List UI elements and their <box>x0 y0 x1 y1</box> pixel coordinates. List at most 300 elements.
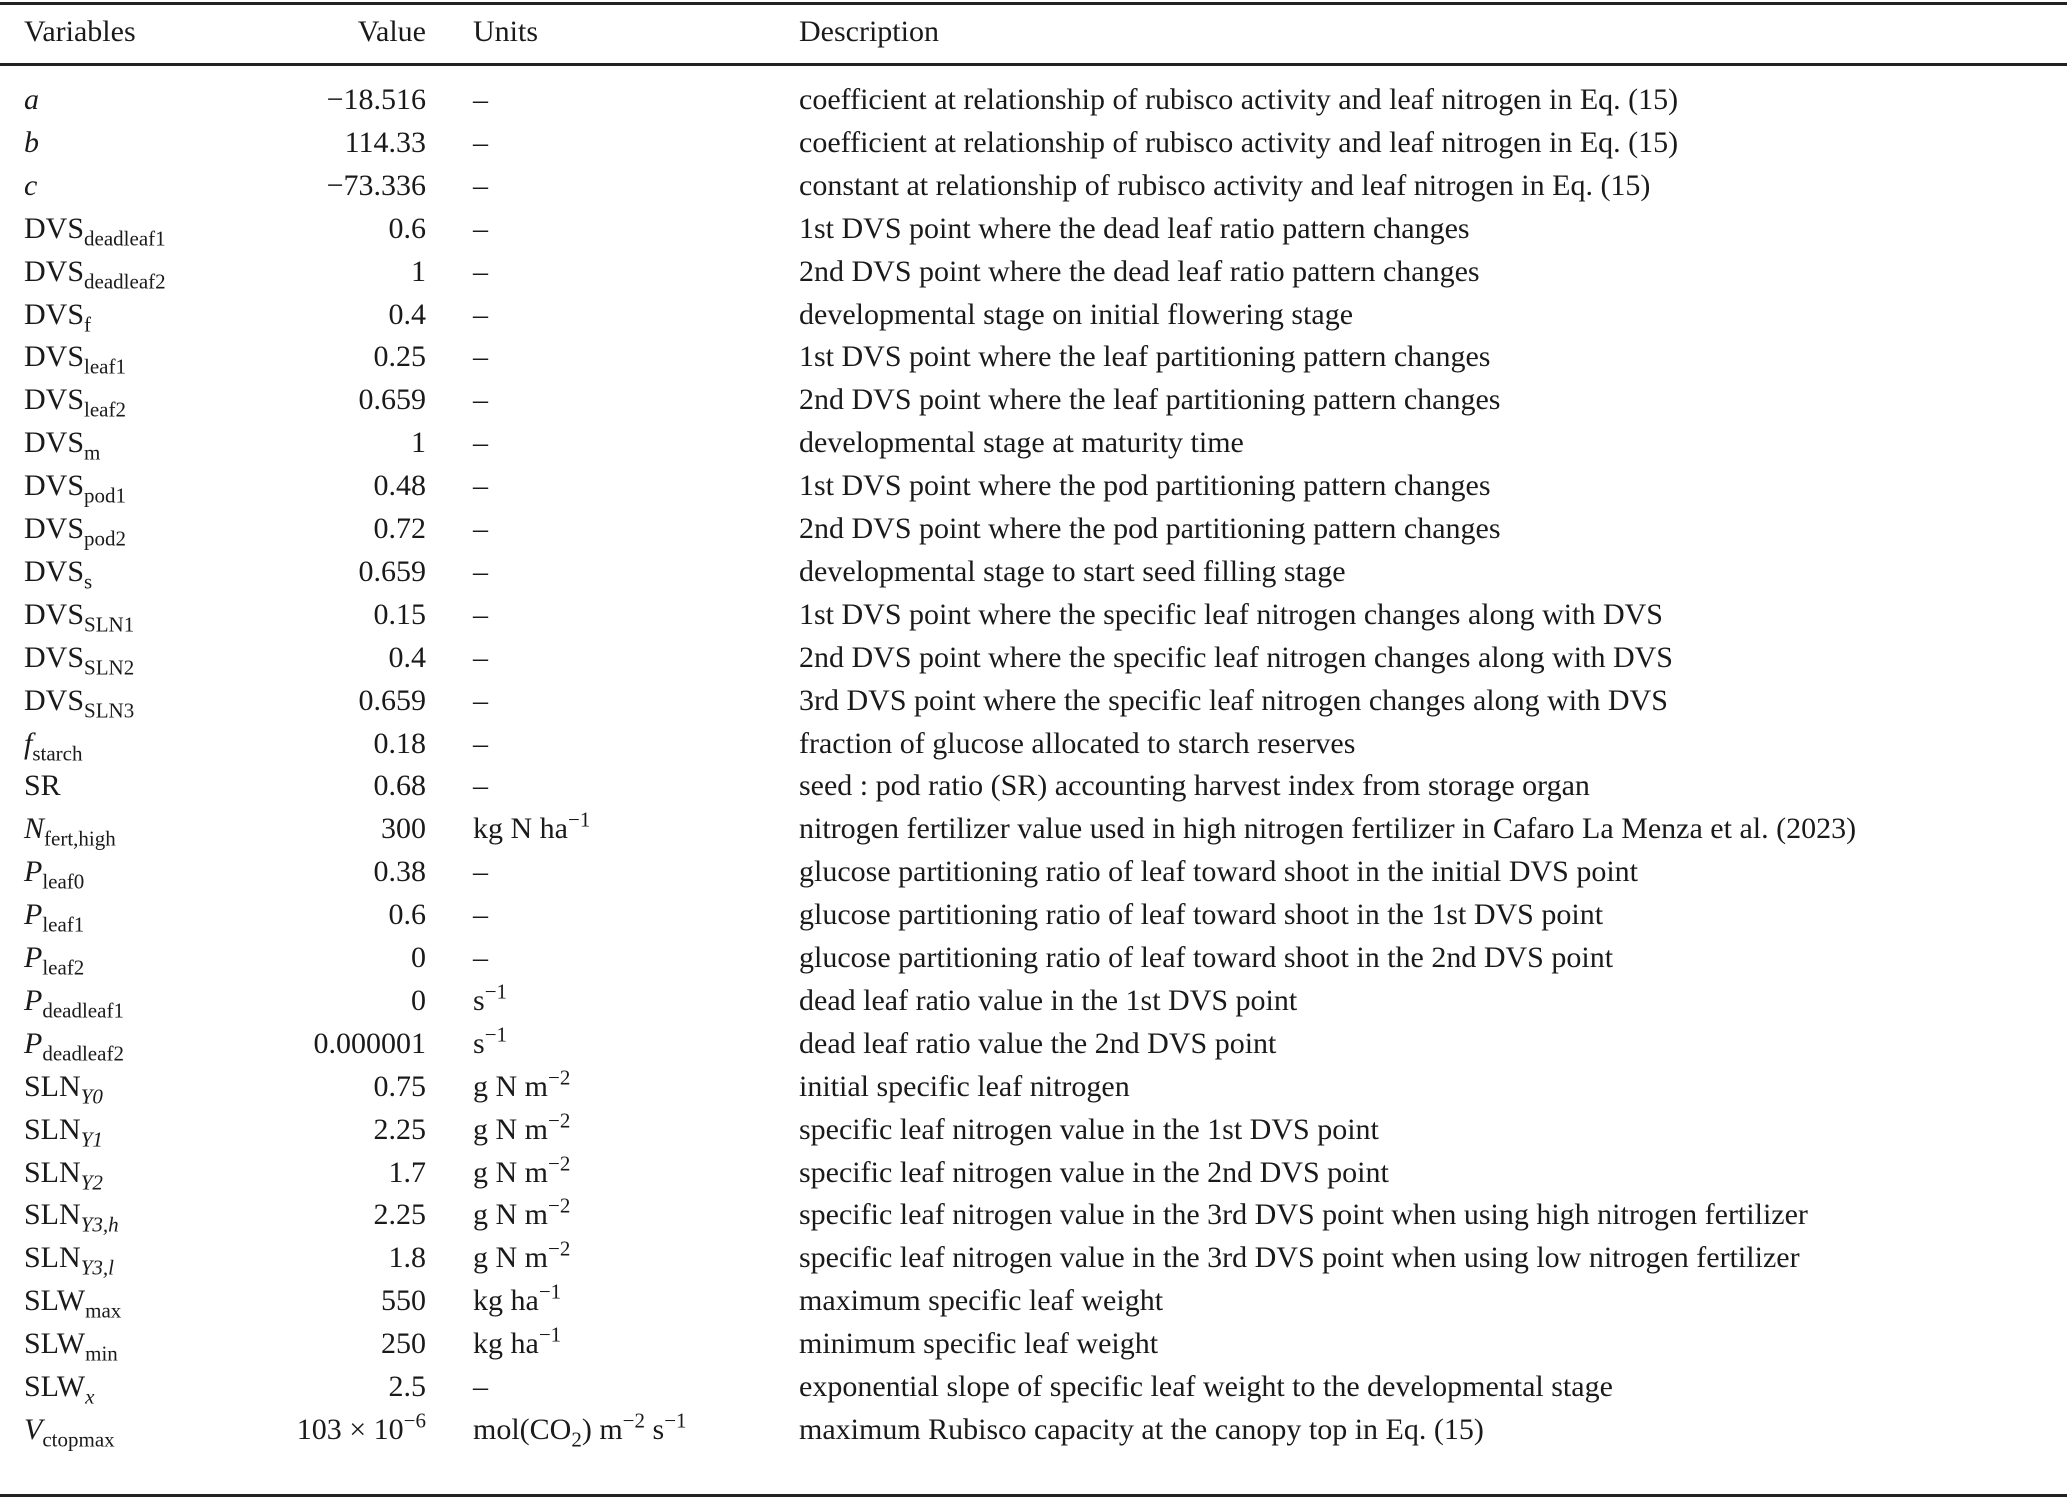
table-bottom-rule <box>0 1494 2067 1497</box>
symbol-subscript: max <box>85 1298 122 1323</box>
variable-symbol <box>24 335 126 378</box>
unit-exponent: −2 <box>548 1236 571 1261</box>
unit-text: – <box>473 769 488 803</box>
unit-exponent: −1 <box>484 1022 508 1047</box>
table-row <box>0 807 2067 850</box>
symbol-base: DVS <box>24 340 85 374</box>
symbol-subscript: x <box>85 1384 95 1409</box>
symbol-subscript: Y3,l <box>80 1255 114 1280</box>
symbol-subscript: ctopmax <box>42 1427 115 1452</box>
header-description: Description <box>799 15 939 48</box>
value-text: 0.25 <box>373 340 426 374</box>
table-row <box>0 764 2067 807</box>
symbol-subscript: starch <box>32 740 83 765</box>
value-cell <box>381 807 426 850</box>
symbol-subscript: Y2 <box>80 1169 103 1194</box>
units-cell <box>473 1151 570 1194</box>
variable-symbol <box>24 121 39 164</box>
symbol-base: P <box>24 941 43 974</box>
units-cell <box>473 936 488 979</box>
table-row <box>0 550 2067 593</box>
table-row <box>0 1236 2067 1279</box>
variable-symbol <box>24 250 166 293</box>
description-cell: 2nd DVS point where the specific leaf nitrogen changes along with DVS <box>799 640 1673 674</box>
value-text: 0.4 <box>388 297 426 331</box>
value-cell <box>359 378 427 421</box>
value-cell <box>374 464 427 507</box>
value-text: 0.659 <box>358 383 426 417</box>
value-cell <box>359 679 427 722</box>
description-cell: 1st DVS point where the specific leaf nitrogen changes along with DVS <box>799 597 1663 631</box>
symbol-base: P <box>24 983 43 1017</box>
value-text: 1.7 <box>388 1155 426 1189</box>
header-rule <box>0 63 2067 66</box>
table-row <box>0 378 2067 421</box>
units-cell <box>473 164 488 207</box>
value-text: 0 <box>411 983 426 1017</box>
value-text: 1 <box>411 254 426 288</box>
value-cell <box>327 164 426 207</box>
variable-symbol <box>24 636 134 679</box>
units-cell <box>473 293 488 336</box>
header-units: Units <box>473 15 539 48</box>
table-row <box>0 121 2067 164</box>
units-cell <box>473 1322 561 1365</box>
value-cell <box>374 722 427 765</box>
units-cell <box>473 1022 507 1065</box>
description-cell: 1st DVS point where the pod partitioning pattern changes <box>799 469 1491 503</box>
description-cell: initial specific leaf nitrogen <box>799 1069 1130 1103</box>
value-cell <box>389 636 427 679</box>
table-row <box>0 1022 2067 1065</box>
description-cell: coefficient at relationship of rubisco activity and leaf nitrogen in Eq. (15) <box>799 83 1679 116</box>
symbol-base: SLN <box>24 1112 81 1146</box>
value-text: 1 <box>411 426 426 460</box>
table-row <box>0 335 2067 378</box>
units-cell <box>473 507 488 550</box>
table-row <box>0 679 2067 722</box>
symbol-subscript: leaf2 <box>84 397 126 422</box>
units-cell <box>473 550 488 593</box>
unit-text: – <box>473 941 488 974</box>
units-cell <box>473 1279 561 1322</box>
table-row <box>0 722 2067 765</box>
units-cell <box>473 1193 570 1236</box>
symbol-base: N <box>24 812 45 846</box>
table-row <box>0 293 2067 336</box>
units-cell <box>473 250 488 293</box>
symbol-base: DVS <box>24 512 85 545</box>
units-cell <box>473 722 488 765</box>
description-cell: 2nd DVS point where the dead leaf ratio pattern changes <box>799 254 1480 288</box>
value-text: 2.5 <box>388 1370 426 1403</box>
unit-exponent: −1 <box>567 807 591 832</box>
value-text: 0.15 <box>373 597 426 631</box>
symbol-base: SLW <box>24 1370 86 1403</box>
value-cell <box>374 507 427 550</box>
units-cell <box>473 764 488 807</box>
value-text: 114.33 <box>344 125 426 159</box>
symbol-base: SLN <box>24 1198 81 1232</box>
description-cell: dead leaf ratio value the 2nd DVS point <box>799 1026 1277 1060</box>
symbol-base: DVS <box>24 383 85 417</box>
units-cell <box>473 893 488 936</box>
value-text: 0 <box>411 941 426 974</box>
units-cell <box>473 207 488 250</box>
table-row <box>0 164 2067 207</box>
unit-text: – <box>473 383 488 417</box>
symbol-subscript: leaf2 <box>42 955 85 980</box>
unit-text: g N m <box>473 1155 548 1189</box>
value-cell <box>297 1408 426 1451</box>
variable-symbol <box>24 593 134 636</box>
description-cell: fraction of glucose allocated to starch reserves <box>799 726 1356 760</box>
symbol-base: b <box>24 125 39 159</box>
table-row <box>0 979 2067 1022</box>
value-cell <box>411 250 426 293</box>
variable-symbol <box>24 1279 121 1322</box>
value-cell <box>389 1151 427 1194</box>
value-text: 0.4 <box>388 640 426 674</box>
unit-text: – <box>473 726 488 760</box>
table-row <box>0 1322 2067 1365</box>
table-row <box>0 250 2067 293</box>
unit-text: ) m <box>581 1412 623 1446</box>
units-cell <box>473 679 488 722</box>
unit-exponent: −1 <box>484 979 508 1004</box>
variable-symbol <box>24 507 126 550</box>
units-cell <box>473 1408 687 1451</box>
unit-text: – <box>473 340 488 374</box>
unit-exponent: −1 <box>538 1279 562 1304</box>
symbol-subscript: SLN3 <box>84 697 135 722</box>
symbol-base: DVS <box>24 640 85 674</box>
description-cell: 3rd DVS point where the specific leaf nitrogen changes along with DVS <box>799 683 1668 717</box>
units-cell <box>473 1108 570 1151</box>
units-cell <box>473 378 488 421</box>
unit-exponent: −2 <box>548 1150 571 1175</box>
unit-text: g N m <box>473 1069 548 1103</box>
variable-symbol <box>24 1108 103 1151</box>
variable-symbol <box>24 936 84 979</box>
symbol-subscript: deadleaf1 <box>42 998 124 1023</box>
symbol-base: DVS <box>24 426 85 460</box>
value-text: 0.6 <box>388 211 426 245</box>
value-cell <box>411 421 426 464</box>
units-cell <box>473 335 488 378</box>
symbol-base: V <box>24 1412 43 1446</box>
unit-text: – <box>473 512 488 545</box>
description-cell: seed : pod ratio (SR) accounting harvest index from storage organ <box>799 769 1590 803</box>
value-text: 250 <box>381 1327 426 1361</box>
symbol-subscript: f <box>84 311 92 336</box>
value-text: 0.659 <box>358 683 426 717</box>
variable-symbol <box>24 464 126 507</box>
unit-text: s <box>473 1026 485 1060</box>
unit-text: – <box>473 1370 488 1403</box>
table-row <box>0 1065 2067 1108</box>
unit-text: g N m <box>473 1241 548 1275</box>
table-top-rule <box>0 2 2067 5</box>
variable-symbol <box>24 550 92 593</box>
unit-exponent: −2 <box>548 1065 571 1090</box>
symbol-subscript: deadleaf2 <box>42 1041 124 1066</box>
variable-symbol <box>24 1193 119 1236</box>
value-text: 0.6 <box>388 898 426 932</box>
units-cell <box>473 636 488 679</box>
variable-symbol <box>24 1065 103 1108</box>
header-variables: Variables <box>24 15 136 48</box>
unit-exponent: −2 <box>548 1108 571 1133</box>
unit-text: s <box>473 983 485 1017</box>
unit-text: kg N ha <box>473 812 568 846</box>
symbol-base: P <box>24 855 43 889</box>
symbol-subscript: SLN2 <box>84 655 135 680</box>
description-cell: specific leaf nitrogen value in the 3rd DVS point when using low nitrogen fertilizer <box>799 1241 1800 1275</box>
symbol-subscript: leaf0 <box>42 869 85 894</box>
symbol-base: P <box>24 898 43 932</box>
value-cell <box>389 1365 427 1408</box>
description-cell: dead leaf ratio value in the 1st DVS point <box>799 983 1298 1017</box>
value-cell <box>374 1193 427 1236</box>
symbol-base: DVS <box>24 211 85 245</box>
symbol-base: DVS <box>24 469 85 503</box>
value-exponent: −6 <box>403 1408 426 1433</box>
unit-text: g N m <box>473 1112 548 1146</box>
unit-text: g N m <box>473 1198 548 1232</box>
variable-symbol <box>24 807 116 850</box>
symbol-base: SLW <box>24 1284 86 1318</box>
value-cell <box>411 979 426 1022</box>
value-cell <box>389 1236 427 1279</box>
table-row <box>0 1108 2067 1151</box>
description-cell: coefficient at relationship of rubisco activity and leaf nitrogen in Eq. (15) <box>799 125 1679 159</box>
value-text: 300 <box>381 812 426 846</box>
units-cell <box>473 421 488 464</box>
symbol-base: a <box>24 83 39 116</box>
value-text: 1.8 <box>388 1241 426 1275</box>
variable-symbol <box>24 1408 115 1451</box>
value-cell <box>381 1279 426 1322</box>
variable-symbol <box>24 1236 114 1279</box>
description-cell: nitrogen fertilizer value used in high nitrogen fertilizer in Cafaro La Menza et al. (2023) <box>799 812 1857 846</box>
symbol-subscript: deadleaf2 <box>84 268 166 293</box>
unit-subscript: 2 <box>571 1427 582 1452</box>
value-cell <box>374 1065 427 1108</box>
units-cell <box>473 1236 570 1279</box>
unit-text: – <box>473 297 488 331</box>
units-cell <box>473 1065 570 1108</box>
table-row <box>0 593 2067 636</box>
value-cell <box>389 893 427 936</box>
value-text: 2.25 <box>373 1198 426 1232</box>
value-text: 2.25 <box>373 1112 426 1146</box>
variable-symbol <box>24 764 61 807</box>
description-cell: glucose partitioning ratio of leaf toward shoot in the initial DVS point <box>799 855 1639 889</box>
unit-text: kg ha <box>473 1284 539 1318</box>
table-row <box>0 1365 2067 1408</box>
value-cell <box>374 764 427 807</box>
table-row <box>0 936 2067 979</box>
symbol-base: SLN <box>24 1069 81 1103</box>
unit-text: – <box>473 168 488 202</box>
description-cell: specific leaf nitrogen value in the 3rd DVS point when using high nitrogen fertilizer <box>799 1198 1808 1232</box>
units-cell <box>473 121 488 164</box>
description-cell: minimum specific leaf weight <box>799 1327 1159 1361</box>
symbol-subscript: leaf1 <box>84 354 126 379</box>
variable-symbol <box>24 378 126 421</box>
unit-text: kg ha <box>473 1327 539 1361</box>
symbol-subscript: pod1 <box>84 483 127 508</box>
value-cell <box>374 335 427 378</box>
unit-text: mol(CO <box>473 1412 572 1446</box>
description-cell: 1st DVS point where the leaf partitioning pattern changes <box>799 340 1491 374</box>
description-cell: specific leaf nitrogen value in the 1st DVS point <box>799 1112 1379 1146</box>
description-cell: maximum specific leaf weight <box>799 1284 1164 1318</box>
unit-text: – <box>473 426 488 460</box>
value-text: 0.68 <box>373 769 426 803</box>
description-cell: specific leaf nitrogen value in the 2nd DVS point <box>799 1155 1389 1189</box>
value-text: −73.336 <box>326 168 426 202</box>
value-text: 550 <box>381 1284 426 1318</box>
value-text: 0.18 <box>373 726 426 760</box>
symbol-base: DVS <box>24 597 85 631</box>
symbol-base: DVS <box>24 254 85 288</box>
table-row <box>0 893 2067 936</box>
description-cell: glucose partitioning ratio of leaf toward shoot in the 1st DVS point <box>799 898 1604 932</box>
unit-text: – <box>473 469 488 503</box>
value-text: 0.659 <box>358 554 426 588</box>
unit-text: – <box>473 211 488 245</box>
unit-text: – <box>473 898 488 932</box>
variable-symbol <box>24 979 124 1022</box>
value-cell <box>411 936 426 979</box>
description-cell: 2nd DVS point where the pod partitioning pattern changes <box>799 512 1501 545</box>
value-cell <box>374 593 427 636</box>
table-row <box>0 636 2067 679</box>
units-cell <box>473 593 488 636</box>
unit-exponent: −1 <box>538 1322 562 1347</box>
symbol-subscript: Y1 <box>80 1126 103 1151</box>
symbol-subscript: Y3,h <box>80 1212 119 1237</box>
value-text: 0.38 <box>373 855 426 889</box>
units-cell <box>473 1365 488 1408</box>
unit-exponent: −2 <box>548 1193 571 1218</box>
units-cell <box>473 464 488 507</box>
variable-symbol <box>24 421 100 464</box>
symbol-base: SLW <box>24 1327 86 1361</box>
variable-symbol <box>24 1365 94 1408</box>
unit-text: – <box>473 683 488 717</box>
symbol-base: DVS <box>24 554 85 588</box>
table-row <box>0 850 2067 893</box>
description-cell: 1st DVS point where the dead leaf ratio pattern changes <box>799 211 1470 245</box>
table-row <box>0 507 2067 550</box>
variable-symbol <box>24 893 84 936</box>
units-cell <box>473 78 488 121</box>
description-cell: 2nd DVS point where the leaf partitioning pattern changes <box>799 383 1501 417</box>
description-cell: exponential slope of specific leaf weight to the developmental stage <box>799 1370 1613 1403</box>
value-text: 103 × 10 <box>296 1412 404 1446</box>
variable-symbol <box>24 207 166 250</box>
table-row <box>0 207 2067 250</box>
variable-symbol <box>24 722 83 765</box>
symbol-subscript: min <box>85 1341 118 1366</box>
value-cell <box>359 550 427 593</box>
symbol-base: SR <box>24 769 61 803</box>
table-row <box>0 1151 2067 1194</box>
unit-text: s <box>645 1412 665 1446</box>
value-text: 0.72 <box>373 512 426 545</box>
symbol-subscript: SLN1 <box>84 612 135 637</box>
value-cell <box>381 1322 426 1365</box>
description-cell: maximum Rubisco capacity at the canopy top in Eq. (15) <box>799 1412 1484 1446</box>
variable-symbol <box>24 850 84 893</box>
value-cell <box>389 207 427 250</box>
unit-exponent: −1 <box>664 1408 687 1433</box>
value-cell <box>389 293 427 336</box>
unit-text: – <box>473 254 488 288</box>
variable-symbol <box>24 1322 118 1365</box>
symbol-subscript: deadleaf1 <box>84 226 166 251</box>
unit-text: – <box>473 597 488 631</box>
units-cell <box>473 979 507 1022</box>
value-cell <box>345 121 426 164</box>
symbol-base: SLN <box>24 1241 81 1275</box>
unit-exponent: −2 <box>622 1408 646 1433</box>
value-text: 0.000001 <box>313 1026 426 1060</box>
symbol-subscript: m <box>84 440 101 465</box>
symbol-base: SLN <box>24 1155 81 1189</box>
variable-symbol <box>24 1022 124 1065</box>
symbol-base: DVS <box>24 683 85 717</box>
unit-text: – <box>473 640 488 674</box>
unit-text: – <box>473 125 488 159</box>
value-text: −18.516 <box>326 83 426 116</box>
symbol-subscript: leaf1 <box>42 912 85 937</box>
unit-text: – <box>473 855 488 889</box>
value-cell <box>327 78 426 121</box>
value-cell <box>314 1022 427 1065</box>
value-cell <box>374 1108 427 1151</box>
symbol-subscript: fert,high <box>44 826 116 851</box>
description-cell: developmental stage at maturity time <box>799 426 1244 460</box>
symbol-base: P <box>24 1026 43 1060</box>
variable-symbol <box>24 1151 103 1194</box>
symbol-subscript: pod2 <box>84 526 127 551</box>
unit-text: – <box>473 83 488 116</box>
value-cell <box>374 850 427 893</box>
description-cell: developmental stage on initial flowering stage <box>799 297 1354 331</box>
symbol-base: c <box>24 168 38 202</box>
symbol-subscript: Y0 <box>80 1084 103 1109</box>
units-cell <box>473 850 488 893</box>
header-value: Value <box>357 15 426 48</box>
value-text: 0.48 <box>373 469 426 503</box>
unit-text: – <box>473 554 488 588</box>
variable-symbol <box>24 293 91 336</box>
table-row <box>0 421 2067 464</box>
variable-symbol <box>24 78 39 121</box>
variable-symbol <box>24 679 134 722</box>
value-text: 0.75 <box>373 1069 426 1103</box>
symbol-base: f <box>24 726 33 760</box>
description-cell: glucose partitioning ratio of leaf toward shoot in the 2nd DVS point <box>799 941 1614 974</box>
units-cell <box>473 807 590 850</box>
table-row <box>0 1408 2067 1451</box>
symbol-base: DVS <box>24 297 85 331</box>
description-cell: constant at relationship of rubisco activity and leaf nitrogen in Eq. (15) <box>799 168 1651 202</box>
